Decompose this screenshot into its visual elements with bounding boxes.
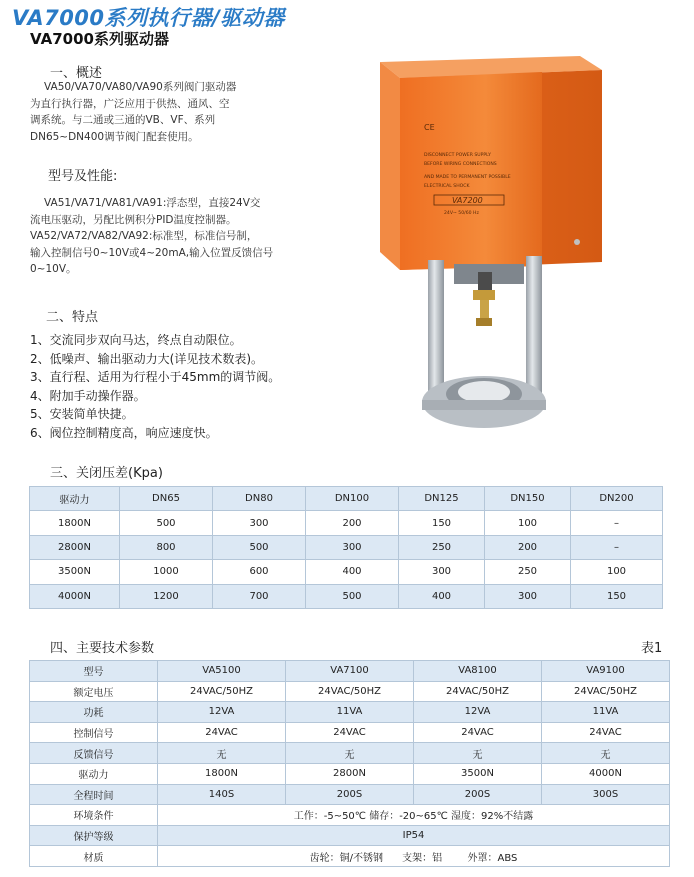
header-cell: DN80 [213, 487, 306, 511]
stem-nut [476, 318, 492, 326]
models-line: VA52/VA72/VA82/VA92:标准型，标准信号制， [30, 230, 258, 242]
table-cell: 200S [286, 784, 414, 805]
table-cell: 500 [213, 535, 306, 559]
table-cell: 控制信号 [30, 722, 158, 743]
table-cell: 保护等级 [30, 825, 158, 846]
features-heading: 二、特点 [46, 310, 99, 325]
ce-mark: CE [424, 123, 435, 132]
header-cell: 驱动力 [30, 487, 120, 511]
table-cell: 24VAC/50HZ [414, 681, 542, 702]
base-flange [422, 400, 546, 410]
table-cell: 环境条件 [30, 805, 158, 826]
table-cell: 400 [306, 560, 399, 584]
table-cell: 200 [306, 511, 399, 535]
table-cell: 全程时间 [30, 784, 158, 805]
overview-line: 调系统。与二通或三通的VB、VF、系列 [30, 114, 216, 126]
model-plate: VA7200 [452, 196, 483, 205]
table-cell: 额定电压 [30, 681, 158, 702]
table-row [30, 825, 670, 846]
actuator-product-image [370, 52, 610, 442]
pressure-heading: 三、关闭压差(Kpa) [50, 466, 163, 481]
specs-heading: 四、主要技术参数 [50, 641, 155, 656]
table-row [30, 681, 670, 702]
table-cell: 100 [485, 511, 571, 535]
table-cell: 3500N [414, 763, 542, 784]
table-cell: 24VAC [158, 722, 286, 743]
table-cell: 齿轮：铜/不锈钢 支架：铝 外罩：ABS [158, 846, 670, 867]
header-cell: VA7100 [286, 661, 414, 682]
overview-line: 为直行执行器，广泛应用于供热、通风、空 [30, 97, 230, 110]
feature-item: 1、交流同步双向马达，终点自动限位。 [30, 333, 242, 347]
models-line: 输入控制信号0~10V或4~20mA,输入位置反馈信号 [30, 246, 274, 259]
rating-text: 24V~ 50/60 Hz [444, 211, 479, 216]
pressure-table [29, 486, 663, 609]
table-label: 表1 [641, 641, 663, 656]
table-row [30, 763, 670, 784]
warning-line: BEFORE WIRING CONNECTIONS [424, 162, 497, 167]
table-cell: 12VA [158, 702, 286, 723]
table-cell: 反馈信号 [30, 743, 158, 764]
overview-line: DN65~DN400调节阀门配套使用。 [30, 130, 199, 143]
table-cell: 驱动力 [30, 763, 158, 784]
table-header-row [30, 661, 670, 682]
header-cell: VA5100 [158, 661, 286, 682]
table-cell: 1800N [158, 763, 286, 784]
yoke-post-right [526, 256, 542, 406]
table-row [30, 560, 663, 584]
table-cell: 工作：-5~50℃ 储存：-20~65℃ 湿度：92%不结露 [158, 805, 670, 826]
models-line: VA51/VA71/VA81/VA91:浮态型，直接24V交 [44, 197, 261, 209]
feature-item: 3、直行程、适用为行程小于45mm的调节阀。 [30, 370, 281, 384]
table-header-row [30, 487, 663, 511]
screw-icon [574, 239, 580, 245]
table-cell: 1000 [120, 560, 213, 584]
header-cell: VA8100 [414, 661, 542, 682]
table-cell: 无 [158, 743, 286, 764]
table-cell: 24VAC/50HZ [542, 681, 670, 702]
table-cell: 100 [571, 560, 663, 584]
table-cell: 材质 [30, 846, 158, 867]
table-cell: 300 [213, 511, 306, 535]
warning-line: DISCONNECT POWER SUPPLY [424, 153, 491, 158]
base-hole [458, 381, 510, 403]
table-cell: 功耗 [30, 702, 158, 723]
header-cell: VA9100 [542, 661, 670, 682]
table-cell: 1800N [30, 511, 120, 535]
table-cell: 24VAC [542, 722, 670, 743]
table-cell: 150 [571, 584, 663, 608]
table-row [30, 535, 663, 559]
table-cell: 3500N [30, 560, 120, 584]
table-cell: IP54 [158, 825, 670, 846]
page-title: VA7000系列执行器/驱动器 [12, 6, 285, 30]
housing-front [400, 72, 542, 270]
warning-line: ELECTRICAL SHOCK [424, 184, 470, 189]
table-cell: 250 [485, 560, 571, 584]
table-row [30, 846, 670, 867]
table-cell: 300 [399, 560, 485, 584]
table-cell: 140S [158, 784, 286, 805]
housing-edge [380, 62, 400, 270]
table-cell: 无 [542, 743, 670, 764]
table-cell: 400 [399, 584, 485, 608]
models-line: 流电压驱动，另配比例积分PID温度控制器。 [30, 213, 237, 226]
page-subtitle: VA7000系列驱动器 [30, 30, 169, 48]
table-cell: – [571, 535, 663, 559]
stem-spring [478, 272, 492, 292]
overview-text [30, 79, 236, 145]
overview-line: VA50/VA70/VA80/VA90系列阀门驱动器 [44, 81, 237, 93]
table-cell: – [571, 511, 663, 535]
header-cell: DN150 [485, 487, 571, 511]
table-cell: 无 [414, 743, 542, 764]
table-row [30, 584, 663, 608]
table-cell: 300 [306, 535, 399, 559]
header-cell: DN125 [399, 487, 485, 511]
table-cell: 800 [120, 535, 213, 559]
table-cell: 300S [542, 784, 670, 805]
header-cell: 型号 [30, 661, 158, 682]
table-row [30, 722, 670, 743]
table-cell: 24VAC/50HZ [286, 681, 414, 702]
table-row [30, 743, 670, 764]
features-list [30, 331, 280, 442]
spec-table [29, 660, 670, 867]
feature-item: 5、安装简单快捷。 [30, 407, 134, 421]
table-cell: 250 [399, 535, 485, 559]
table-cell: 500 [120, 511, 213, 535]
models-line: 0~10V。 [30, 263, 77, 275]
table-cell: 无 [286, 743, 414, 764]
valve-stem [480, 300, 489, 320]
table-cell: 12VA [414, 702, 542, 723]
table-cell: 4000N [542, 763, 670, 784]
table-row [30, 784, 670, 805]
table-cell: 500 [306, 584, 399, 608]
table-cell: 200 [485, 535, 571, 559]
table-cell: 700 [213, 584, 306, 608]
table-cell: 4000N [30, 584, 120, 608]
table-cell: 300 [485, 584, 571, 608]
table-cell: 200S [414, 784, 542, 805]
table-cell: 24VAC [414, 722, 542, 743]
table-cell: 2800N [30, 535, 120, 559]
feature-item: 2、低噪声、输出驱动力大(详见技术数表)。 [30, 351, 263, 366]
models-heading: 型号及性能: [48, 169, 118, 184]
table-cell: 24VAC [286, 722, 414, 743]
table-row [30, 511, 663, 535]
warning-line: AND MADE TO PERMANENT POSSIBLE [424, 175, 511, 180]
table-cell: 150 [399, 511, 485, 535]
feature-item: 4、附加手动操作器。 [30, 388, 146, 403]
coupling-nut [473, 290, 495, 300]
header-cell: DN100 [306, 487, 399, 511]
header-cell: DN200 [571, 487, 663, 511]
overview-heading: 一、概述 [50, 66, 103, 81]
models-text [30, 195, 273, 278]
table-cell: 600 [213, 560, 306, 584]
table-cell: 11VA [286, 702, 414, 723]
header-cell: DN65 [120, 487, 213, 511]
table-cell: 11VA [542, 702, 670, 723]
feature-item: 6、阀位控制精度高，响应速度快。 [30, 425, 218, 440]
table-row [30, 805, 670, 826]
table-cell: 24VAC/50HZ [158, 681, 286, 702]
table-row [30, 702, 670, 723]
table-cell: 2800N [286, 763, 414, 784]
table-cell: 1200 [120, 584, 213, 608]
